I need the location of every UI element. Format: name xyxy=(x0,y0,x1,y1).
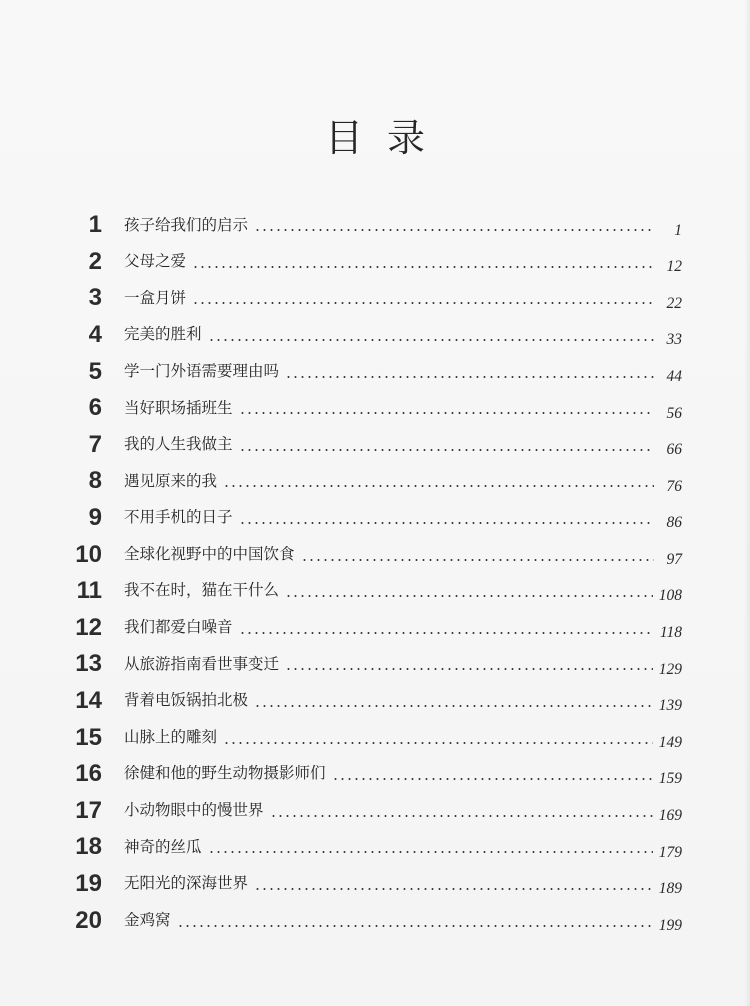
toc-entry[interactable] xyxy=(62,719,682,756)
toc-entry[interactable] xyxy=(62,390,682,427)
dot-leader xyxy=(285,595,653,597)
page-title xyxy=(0,107,750,162)
chapter-number: 18 xyxy=(75,833,102,861)
chapter-page-number: 108 xyxy=(658,587,682,605)
dot-leader xyxy=(223,742,653,744)
chapter-title: 全球化视野中的中国饮食 xyxy=(124,544,295,563)
toc-entry[interactable] xyxy=(62,646,682,683)
chapter-number: 16 xyxy=(75,760,102,788)
chapter-page-number: 129 xyxy=(658,660,682,678)
chapter-title: 徐健和他的野生动物摄影师们 xyxy=(124,764,326,783)
chapter-page-number: 169 xyxy=(658,807,682,825)
chapter-number: 2 xyxy=(88,247,102,275)
chapter-title: 一盒月饼 xyxy=(124,288,187,307)
chapter-number: 17 xyxy=(75,796,102,824)
dot-leader xyxy=(192,302,654,304)
chapter-title: 我们都爱白噪音 xyxy=(124,618,233,637)
chapter-page-number: 22 xyxy=(666,294,682,312)
toc-entry[interactable] xyxy=(62,353,682,390)
chapter-title: 我不在时，猫在干什么 xyxy=(124,581,280,600)
dot-leader xyxy=(270,815,653,817)
chapter-title: 当好职场插班生 xyxy=(124,398,233,417)
chapter-page-number: 97 xyxy=(666,550,682,568)
chapter-number: 10 xyxy=(75,540,102,568)
table-of-contents xyxy=(62,207,682,939)
chapter-page-number: 118 xyxy=(659,624,682,642)
chapter-title: 孩子给我们的启示 xyxy=(124,215,249,234)
page-title-char: 录 xyxy=(387,116,426,161)
chapter-title: 我的人生我做主 xyxy=(124,435,233,454)
chapter-number: 3 xyxy=(88,284,102,312)
toc-entry[interactable] xyxy=(62,866,682,903)
toc-entry[interactable] xyxy=(62,902,682,939)
chapter-title: 完美的胜利 xyxy=(124,325,202,344)
chapter-number: 5 xyxy=(88,357,102,385)
chapter-title: 山脉上的雕刻 xyxy=(124,727,218,746)
chapter-page-number: 149 xyxy=(658,733,682,751)
chapter-title: 学一门外语需要理由吗 xyxy=(124,361,280,380)
toc-entry[interactable] xyxy=(62,610,682,647)
chapter-title: 神奇的丝瓜 xyxy=(124,837,202,856)
dot-leader xyxy=(254,888,653,890)
chapter-number: 20 xyxy=(75,906,102,934)
toc-entry[interactable] xyxy=(62,683,682,720)
toc-entry[interactable] xyxy=(62,829,682,866)
chapter-title: 无阳光的深海世界 xyxy=(124,874,249,893)
dot-leader xyxy=(223,485,654,487)
chapter-number: 14 xyxy=(75,687,102,715)
chapter-page-number: 139 xyxy=(658,697,682,715)
toc-entry[interactable] xyxy=(62,427,682,464)
dot-leader xyxy=(254,705,653,707)
chapter-title: 金鸡窝 xyxy=(124,910,171,929)
toc-entry[interactable] xyxy=(62,463,682,500)
dot-leader xyxy=(239,632,654,634)
toc-entry[interactable] xyxy=(62,244,682,281)
chapter-page-number: 159 xyxy=(658,770,682,788)
chapter-number: 12 xyxy=(75,613,102,641)
dot-leader xyxy=(177,925,653,927)
chapter-number: 4 xyxy=(88,321,102,349)
toc-entry[interactable] xyxy=(62,573,682,610)
dot-leader xyxy=(254,229,654,231)
chapter-title: 不用手机的日子 xyxy=(124,508,233,527)
chapter-page-number: 44 xyxy=(666,367,682,385)
toc-entry[interactable] xyxy=(62,793,682,830)
chapter-number: 13 xyxy=(75,650,102,678)
dot-leader xyxy=(285,668,653,670)
dot-leader xyxy=(239,522,654,524)
dot-leader xyxy=(208,851,653,853)
chapter-number: 6 xyxy=(88,394,102,422)
chapter-page-number: 12 xyxy=(666,258,682,276)
chapter-title: 父母之爱 xyxy=(124,252,187,271)
chapter-number: 1 xyxy=(88,211,102,239)
chapter-page-number: 56 xyxy=(666,404,682,422)
page-title-char: 目 xyxy=(324,116,363,161)
chapter-title: 从旅游指南看世事变迁 xyxy=(124,654,280,673)
chapter-page-number: 86 xyxy=(666,514,682,532)
chapter-title: 背着电饭锅拍北极 xyxy=(124,691,249,710)
toc-entry[interactable] xyxy=(62,536,682,573)
chapter-page-number: 199 xyxy=(658,916,682,934)
chapter-page-number: 33 xyxy=(666,331,682,349)
toc-entry[interactable] xyxy=(62,207,682,244)
chapter-title: 遇见原来的我 xyxy=(124,471,218,490)
chapter-number: 9 xyxy=(88,504,102,532)
toc-entry[interactable] xyxy=(62,500,682,537)
chapter-number: 11 xyxy=(76,577,102,605)
dot-leader xyxy=(239,449,654,451)
dot-leader xyxy=(285,376,654,378)
chapter-number: 19 xyxy=(75,869,102,897)
chapter-page-number: 66 xyxy=(666,441,682,459)
dot-leader xyxy=(332,778,653,780)
chapter-page-number: 189 xyxy=(658,880,682,898)
dot-leader xyxy=(239,412,654,414)
chapter-page-number: 76 xyxy=(666,477,682,495)
chapter-title: 小动物眼中的慢世界 xyxy=(124,801,264,820)
toc-entry[interactable] xyxy=(62,756,682,793)
dot-leader xyxy=(192,266,654,268)
chapter-page-number: 1 xyxy=(674,221,682,239)
dot-leader xyxy=(208,339,654,341)
chapter-number: 15 xyxy=(75,723,102,751)
chapter-page-number: 179 xyxy=(658,843,682,861)
toc-entry[interactable] xyxy=(62,280,682,317)
dot-leader xyxy=(301,559,654,561)
chapter-number: 7 xyxy=(88,430,102,458)
chapter-number: 8 xyxy=(88,467,102,495)
toc-entry[interactable] xyxy=(62,317,682,354)
